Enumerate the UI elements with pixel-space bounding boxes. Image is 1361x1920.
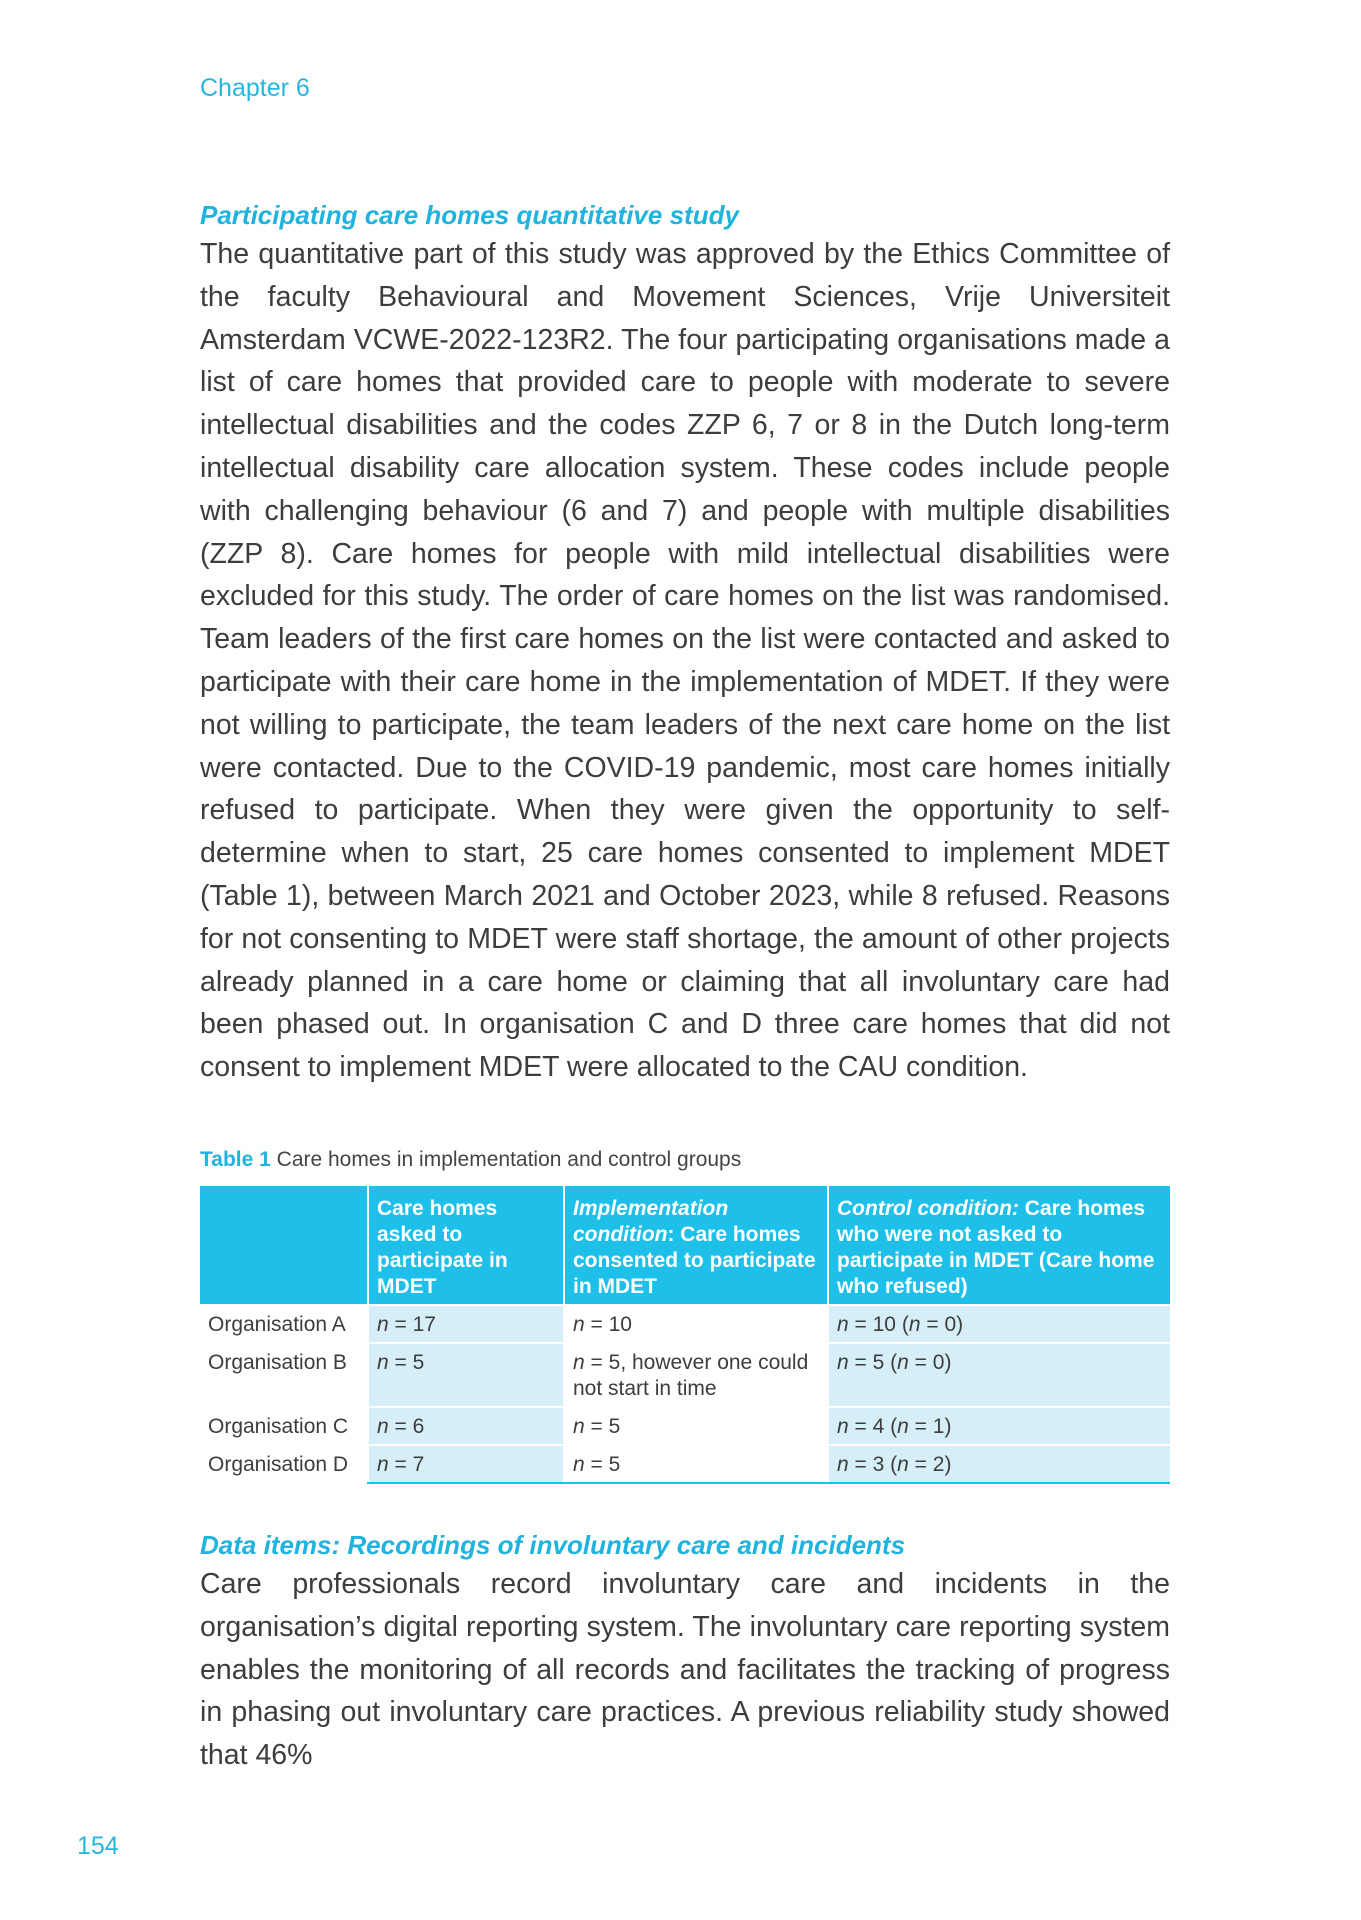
value: 5 — [412, 1351, 425, 1374]
table-header-row — [200, 1186, 1170, 1305]
header-blank — [200, 1186, 368, 1305]
n-symbol: n — [837, 1313, 849, 1336]
value: 1 — [932, 1415, 945, 1438]
eq: = — [908, 1351, 933, 1374]
cell-control: n = 10 (n = 0) — [828, 1305, 1170, 1343]
n-symbol: n — [837, 1415, 849, 1438]
value: 4 — [872, 1415, 885, 1438]
header-control — [828, 1186, 1170, 1305]
value: 5 — [608, 1351, 621, 1374]
section-data-items — [200, 1530, 1170, 1777]
value: 10 — [608, 1313, 632, 1336]
page-number: 154 — [77, 1832, 119, 1860]
value: 3 — [872, 1453, 885, 1476]
section-body: The quantitative part of this study was approved by the Ethics Committee of the faculty Behavioural and Movement Sciences, Vrije Universiteit Amsterdam VCWE-2022-123R2. The four participating organisations made a list of care homes that provided care to people with moderate to severe intellectual disabilities and the codes ZZP 6, 7 or 8 in the Dutch long-term intellectual disability care allocation system. These codes include people with challenging behaviour (6 and 7) and people with multiple disabilities (ZZP 8). Care homes for people with mild intellectual disabilities were excluded for this study. The order of care homes on the list was randomised. Team leaders of the first care homes on the list were contacted and asked to participate with their care home in the implementation of MDET. If they were not willing to participate, the team leaders of the next care home on the list were contacted. Due to the COVID-19 pandemic, most care homes initially refused to participate. When they were given the opportunity to self-determine when to start, 25 care homes consented to implement MDET (Table 1), between March 2021 and October 2023, while 8 refused. Reasons for not consenting to MDET were staff shortage, the amount of other projects already planned in a care home or claiming that all involuntary care had been phased out. In organisation C and D three care homes that did not consent to implement MDET were allocated to the CAU condition. — [200, 238, 1170, 1084]
value: 17 — [412, 1313, 436, 1336]
table-caption-text: Care homes in implementation and control groups — [276, 1148, 742, 1171]
header-control-em: Control condition: — [837, 1197, 1019, 1220]
eq: = — [848, 1351, 873, 1374]
cell-control: n = 3 (n = 2) — [828, 1445, 1170, 1483]
eq: = — [908, 1415, 933, 1438]
cell-organisation: Organisation D — [200, 1445, 368, 1483]
header-asked: Care homes asked to participate in MDET — [368, 1186, 564, 1305]
n-symbol: n — [573, 1351, 585, 1374]
header-implementation-em: Implementation condition — [573, 1197, 729, 1246]
impl-note: , however one could not start in time — [573, 1351, 809, 1400]
eq: = — [848, 1415, 873, 1438]
eq: = — [584, 1415, 609, 1438]
n-symbol: n — [573, 1453, 585, 1476]
eq: = — [848, 1453, 873, 1476]
section-title: Data items: Recordings of involuntary care and incidents — [200, 1530, 906, 1560]
n-symbol: n — [908, 1313, 921, 1336]
eq: = — [584, 1453, 609, 1476]
running-head: Chapter 6 — [200, 74, 310, 102]
value: 0 — [944, 1313, 957, 1336]
value: 5 — [608, 1415, 621, 1438]
cell-implementation — [564, 1445, 828, 1483]
n-symbol: n — [377, 1453, 389, 1476]
section-body: Care professionals record involuntary care and incidents in the organisation’s digital reporting system. The involuntary care reporting system enables the monitoring of all records and facilitates the tracking of progress in phasing out involuntary care practices. A previous reliability study showed that 46% — [200, 1568, 1170, 1772]
cell-control: n = 4 (n = 1) — [828, 1407, 1170, 1445]
cell-implementation — [564, 1407, 828, 1445]
header-control-rest: Care homes who were not asked to participate in MDET (Care home who refused) — [837, 1197, 1155, 1298]
n-symbol: n — [573, 1313, 585, 1336]
eq: = — [848, 1313, 873, 1336]
care-homes-table — [200, 1186, 1170, 1484]
cell-organisation: Organisation C — [200, 1407, 368, 1445]
eq: = — [388, 1453, 413, 1476]
n-symbol: n — [897, 1351, 909, 1374]
eq: = — [388, 1351, 413, 1374]
eq: = — [920, 1313, 945, 1336]
eq: = — [584, 1313, 609, 1336]
cell-organisation: Organisation A — [200, 1305, 368, 1343]
n-symbol: n — [897, 1415, 909, 1438]
table-row — [200, 1445, 1170, 1483]
section-participating-care-homes — [200, 200, 1170, 1089]
n-symbol: n — [837, 1351, 849, 1374]
table-row — [200, 1407, 1170, 1445]
eq: = — [388, 1313, 413, 1336]
eq: = — [908, 1453, 933, 1476]
eq: = — [584, 1351, 609, 1374]
cell-organisation: Organisation B — [200, 1343, 368, 1407]
cell-asked — [368, 1305, 564, 1343]
value: 7 — [412, 1453, 425, 1476]
cell-implementation — [564, 1343, 828, 1407]
value: 0 — [932, 1351, 945, 1374]
value: 2 — [932, 1453, 945, 1476]
value: 10 — [872, 1313, 896, 1336]
eq: = — [388, 1415, 413, 1438]
n-symbol: n — [377, 1415, 389, 1438]
n-symbol: n — [837, 1453, 849, 1476]
header-implementation-rest: : Care homes consented to participate in MDET — [573, 1223, 816, 1298]
value: 5 — [872, 1351, 885, 1374]
n-symbol: n — [377, 1313, 389, 1336]
table-row — [200, 1343, 1170, 1407]
table-caption — [200, 1148, 741, 1172]
cell-asked — [368, 1445, 564, 1483]
cell-implementation — [564, 1305, 828, 1343]
cell-control: n = 5 (n = 0) — [828, 1343, 1170, 1407]
value: 5 — [608, 1453, 621, 1476]
cell-asked — [368, 1343, 564, 1407]
cell-asked — [368, 1407, 564, 1445]
table-row — [200, 1305, 1170, 1343]
header-implementation — [564, 1186, 828, 1305]
table-caption-label: Table 1 — [200, 1148, 271, 1171]
n-symbol: n — [573, 1415, 585, 1438]
n-symbol: n — [377, 1351, 389, 1374]
n-symbol: n — [897, 1453, 909, 1476]
section-title: Participating care homes quantitative study — [200, 200, 739, 230]
value: 6 — [412, 1415, 425, 1438]
